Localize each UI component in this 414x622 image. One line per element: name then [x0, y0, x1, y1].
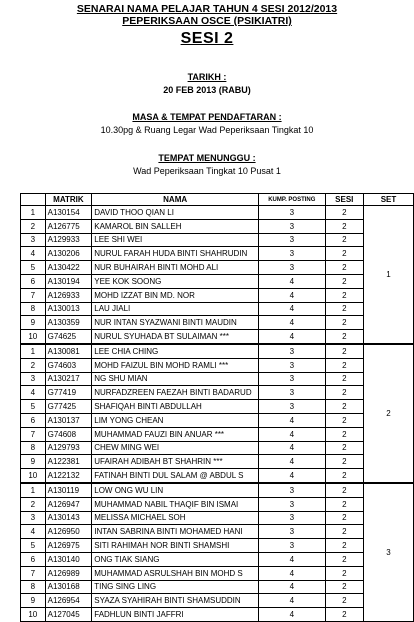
nama-cell: NURUL SYUHADA BT SULAIMAN *** — [92, 330, 259, 344]
table-row — [21, 261, 414, 275]
table-row — [21, 400, 414, 414]
row-number-cell: 10 — [21, 330, 46, 344]
table-row — [21, 608, 414, 622]
sesi-cell: 2 — [325, 580, 363, 594]
kump-posting-cell: 3 — [259, 400, 325, 414]
table-row — [21, 594, 414, 608]
matrik-cell: A126975 — [45, 539, 92, 553]
row-number-cell: 9 — [21, 455, 46, 469]
tempat-section — [0, 153, 414, 176]
matrik-cell: A126775 — [45, 219, 92, 233]
matrik-cell: A130194 — [45, 274, 92, 288]
masa-value: 10.30pg & Ruang Legar Wad Peperiksaan Tingkat 10 — [100, 125, 314, 135]
row-number-cell: 1 — [21, 344, 46, 358]
kump-posting-cell: 4 — [259, 288, 325, 302]
kump-posting-cell: 4 — [259, 427, 325, 441]
exam-title: PEPERIKSAAN OSCE (PSIKIATRI) — [122, 15, 292, 27]
table-row — [21, 539, 414, 553]
nama-cell: LIM YONG CHEAN — [92, 413, 259, 427]
kump-posting-cell: 3 — [259, 358, 325, 372]
matrik-cell: A126954 — [45, 594, 92, 608]
col-header-nama: NAMA — [92, 194, 259, 206]
table-row — [21, 483, 414, 497]
kump-posting-cell: 4 — [259, 580, 325, 594]
table-row — [21, 288, 414, 302]
table-row — [21, 386, 414, 400]
table-row — [21, 441, 414, 455]
nama-cell: MUHAMMAD ASRULSHAH BIN MOHD S — [92, 566, 259, 580]
sesi-cell: 2 — [325, 400, 363, 414]
matrik-cell: A126950 — [45, 525, 92, 539]
row-number-cell: 10 — [21, 469, 46, 483]
matrik-cell: A130143 — [45, 511, 92, 525]
matrik-cell: A122132 — [45, 469, 92, 483]
nama-cell: LOW ONG WU LIN — [92, 483, 259, 497]
col-header-no — [21, 194, 46, 206]
document-title: SENARAI NAMA PELAJAR TAHUN 4 SESI 2012/2013 — [76, 3, 338, 15]
nama-cell: SITI RAHIMAH NOR BINTI SHAMSHI — [92, 539, 259, 553]
nama-cell: NG SHU MIAN — [92, 372, 259, 386]
row-number-cell: 7 — [21, 427, 46, 441]
table-row — [21, 206, 414, 220]
sesi-cell: 2 — [325, 511, 363, 525]
row-number-cell: 8 — [21, 302, 46, 316]
row-number-cell: 2 — [21, 358, 46, 372]
row-number-cell: 4 — [21, 525, 46, 539]
nama-cell: TING SING LING — [92, 580, 259, 594]
table-row — [21, 219, 414, 233]
tempat-value: Wad Peperiksaan Tingkat 10 Pusat 1 — [133, 166, 281, 176]
matrik-cell: A130137 — [45, 413, 92, 427]
nama-cell: SHAFIQAH BINTI ABDULLAH — [92, 400, 259, 414]
sesi-cell: 2 — [325, 525, 363, 539]
matrik-cell: A130168 — [45, 580, 92, 594]
col-header-matrik: MATRIK — [45, 194, 92, 206]
sesi-cell: 2 — [325, 552, 363, 566]
matrik-cell: G74625 — [45, 330, 92, 344]
row-number-cell: 5 — [21, 261, 46, 275]
matrik-cell: G77419 — [45, 386, 92, 400]
kump-posting-cell: 4 — [259, 608, 325, 622]
sesi-cell: 2 — [325, 441, 363, 455]
kump-posting-cell: 3 — [259, 525, 325, 539]
sesi-cell: 2 — [325, 483, 363, 497]
nama-cell: UFAIRAH ADIBAH BT SHAHRIN *** — [92, 455, 259, 469]
kump-posting-cell: 3 — [259, 344, 325, 358]
nama-cell: NURUL FARAH HUDA BINTI SHAHRUDIN — [92, 247, 259, 261]
table-row — [21, 427, 414, 441]
matrik-cell: G77425 — [45, 400, 92, 414]
col-header-sesi: SESI — [325, 194, 363, 206]
row-number-cell: 5 — [21, 400, 46, 414]
kump-posting-cell: 4 — [259, 316, 325, 330]
nama-cell: MUHAMMAD FAUZI BIN ANUAR *** — [92, 427, 259, 441]
nama-cell: NURFADZREEN FAEZAH BINTI BADARUD — [92, 386, 259, 400]
kump-posting-cell: 3 — [259, 233, 325, 247]
nama-cell: FATINAH BINTI DUL SALAM @ ABDUL S — [92, 469, 259, 483]
kump-posting-cell: 4 — [259, 274, 325, 288]
col-header-kump-posting: KUMP. POSTING — [259, 194, 325, 206]
set-cell: 1 — [364, 206, 414, 344]
sesi-cell: 2 — [325, 413, 363, 427]
kump-posting-cell: 4 — [259, 566, 325, 580]
col-header-set: SET — [364, 194, 414, 206]
nama-cell: INTAN SABRINA BINTI MOHAMED HANI — [92, 525, 259, 539]
kump-posting-cell: 4 — [259, 594, 325, 608]
row-number-cell: 1 — [21, 483, 46, 497]
matrik-cell: A130154 — [45, 206, 92, 220]
matrik-cell: A130206 — [45, 247, 92, 261]
tarikh-section — [0, 72, 414, 95]
nama-cell: DAVID THOO QIAN LI — [92, 206, 259, 220]
row-number-cell: 6 — [21, 413, 46, 427]
session-title: SESI 2 — [180, 30, 234, 47]
row-number-cell: 6 — [21, 552, 46, 566]
matrik-cell: A130140 — [45, 552, 92, 566]
matrik-cell: A130359 — [45, 316, 92, 330]
nama-cell: LAU JIALI — [92, 302, 259, 316]
nama-cell: YEE KOK SOONG — [92, 274, 259, 288]
matrik-cell: A127045 — [45, 608, 92, 622]
sesi-cell: 2 — [325, 608, 363, 622]
table-row — [21, 552, 414, 566]
row-number-cell: 1 — [21, 206, 46, 220]
row-number-cell: 4 — [21, 386, 46, 400]
row-number-cell: 7 — [21, 566, 46, 580]
kump-posting-cell: 4 — [259, 302, 325, 316]
nama-cell: MUHAMMAD NABIL THAQIF BIN ISMAI — [92, 497, 259, 511]
table-row — [21, 372, 414, 386]
row-number-cell: 8 — [21, 441, 46, 455]
nama-cell: LEE SHI WEI — [92, 233, 259, 247]
sesi-cell: 2 — [325, 594, 363, 608]
kump-posting-cell: 3 — [259, 386, 325, 400]
kump-posting-cell: 3 — [259, 219, 325, 233]
matrik-cell: A129793 — [45, 441, 92, 455]
table-row — [21, 330, 414, 344]
sesi-cell: 2 — [325, 247, 363, 261]
sesi-cell: 2 — [325, 288, 363, 302]
table-row — [21, 455, 414, 469]
sesi-cell: 2 — [325, 427, 363, 441]
nama-cell: MELISSA MICHAEL SOH — [92, 511, 259, 525]
matrik-cell: A126989 — [45, 566, 92, 580]
nama-cell: LEE CHIA CHING — [92, 344, 259, 358]
matrik-cell: A130119 — [45, 483, 92, 497]
row-number-cell: 8 — [21, 580, 46, 594]
row-number-cell: 5 — [21, 539, 46, 553]
kump-posting-cell: 3 — [259, 497, 325, 511]
matrik-cell: A130422 — [45, 261, 92, 275]
matrik-cell: A130217 — [45, 372, 92, 386]
row-number-cell: 3 — [21, 233, 46, 247]
table-row — [21, 413, 414, 427]
row-number-cell: 4 — [21, 247, 46, 261]
nama-cell: FADHLUN BINTI JAFFRI — [92, 608, 259, 622]
table-row — [21, 525, 414, 539]
kump-posting-cell: 3 — [259, 206, 325, 220]
table-row — [21, 344, 414, 358]
sesi-cell: 2 — [325, 372, 363, 386]
sesi-cell: 2 — [325, 566, 363, 580]
masa-section — [0, 112, 414, 135]
row-number-cell: 3 — [21, 372, 46, 386]
sesi-cell: 2 — [325, 455, 363, 469]
sesi-cell: 2 — [325, 219, 363, 233]
sesi-cell: 2 — [325, 302, 363, 316]
table-row — [21, 511, 414, 525]
kump-posting-cell: 4 — [259, 455, 325, 469]
table-body — [21, 206, 414, 622]
kump-posting-cell: 4 — [259, 552, 325, 566]
table-row — [21, 302, 414, 316]
set-cell: 2 — [364, 344, 414, 483]
kump-posting-cell: 4 — [259, 330, 325, 344]
kump-posting-cell: 3 — [259, 511, 325, 525]
sesi-cell: 2 — [325, 330, 363, 344]
matrik-cell: A129933 — [45, 233, 92, 247]
kump-posting-cell: 3 — [259, 372, 325, 386]
sesi-cell: 2 — [325, 206, 363, 220]
nama-cell: NUR BUHAIRAH BINTI MOHD ALI — [92, 261, 259, 275]
kump-posting-cell: 3 — [259, 539, 325, 553]
tarikh-label: TARIKH : — [187, 72, 227, 82]
table-header-row — [21, 194, 414, 206]
row-number-cell: 2 — [21, 219, 46, 233]
matrik-cell: A126933 — [45, 288, 92, 302]
matrik-cell: A122381 — [45, 455, 92, 469]
sesi-cell: 2 — [325, 386, 363, 400]
kump-posting-cell: 4 — [259, 469, 325, 483]
table-row — [21, 497, 414, 511]
sesi-cell: 2 — [325, 358, 363, 372]
table-row — [21, 469, 414, 483]
tempat-label: TEMPAT MENUNGGU : — [158, 153, 256, 163]
table-row — [21, 580, 414, 594]
sesi-cell: 2 — [325, 539, 363, 553]
matrik-cell: G74603 — [45, 358, 92, 372]
table-row — [21, 247, 414, 261]
matrik-cell: A126947 — [45, 497, 92, 511]
tarikh-value: 20 FEB 2013 (RABU) — [163, 85, 251, 95]
sesi-cell: 2 — [325, 261, 363, 275]
row-number-cell: 3 — [21, 511, 46, 525]
kump-posting-cell: 3 — [259, 483, 325, 497]
matrik-cell: G74608 — [45, 427, 92, 441]
row-number-cell: 10 — [21, 608, 46, 622]
row-number-cell: 7 — [21, 288, 46, 302]
table-row — [21, 566, 414, 580]
masa-label: MASA & TEMPAT PENDAFTARAN : — [132, 112, 282, 122]
nama-cell: CHEW MING WEI — [92, 441, 259, 455]
matrik-cell: A130013 — [45, 302, 92, 316]
kump-posting-cell: 4 — [259, 413, 325, 427]
row-number-cell: 9 — [21, 594, 46, 608]
row-number-cell: 2 — [21, 497, 46, 511]
table-row — [21, 274, 414, 288]
kump-posting-cell: 3 — [259, 247, 325, 261]
sesi-cell: 2 — [325, 344, 363, 358]
sesi-cell: 2 — [325, 469, 363, 483]
set-cell: 3 — [364, 483, 414, 621]
matrik-cell: A130081 — [45, 344, 92, 358]
sesi-cell: 2 — [325, 497, 363, 511]
nama-cell: MOHD FAIZUL BIN MOHD RAMLI *** — [92, 358, 259, 372]
nama-cell: NUR INTAN SYAZWANI BINTI MAUDIN — [92, 316, 259, 330]
kump-posting-cell: 3 — [259, 261, 325, 275]
student-table — [20, 193, 414, 622]
sesi-cell: 2 — [325, 316, 363, 330]
kump-posting-cell: 4 — [259, 441, 325, 455]
table-row — [21, 233, 414, 247]
nama-cell: KAMAROL BIN SALLEH — [92, 219, 259, 233]
row-number-cell: 6 — [21, 274, 46, 288]
sesi-cell: 2 — [325, 274, 363, 288]
nama-cell: MOHD IZZAT BIN MD. NOR — [92, 288, 259, 302]
nama-cell: ONG TIAK SIANG — [92, 552, 259, 566]
nama-cell: SYAZA SYAHIRAH BINTI SHAMSUDDIN — [92, 594, 259, 608]
row-number-cell: 9 — [21, 316, 46, 330]
table-row — [21, 358, 414, 372]
table-row — [21, 316, 414, 330]
sesi-cell: 2 — [325, 233, 363, 247]
